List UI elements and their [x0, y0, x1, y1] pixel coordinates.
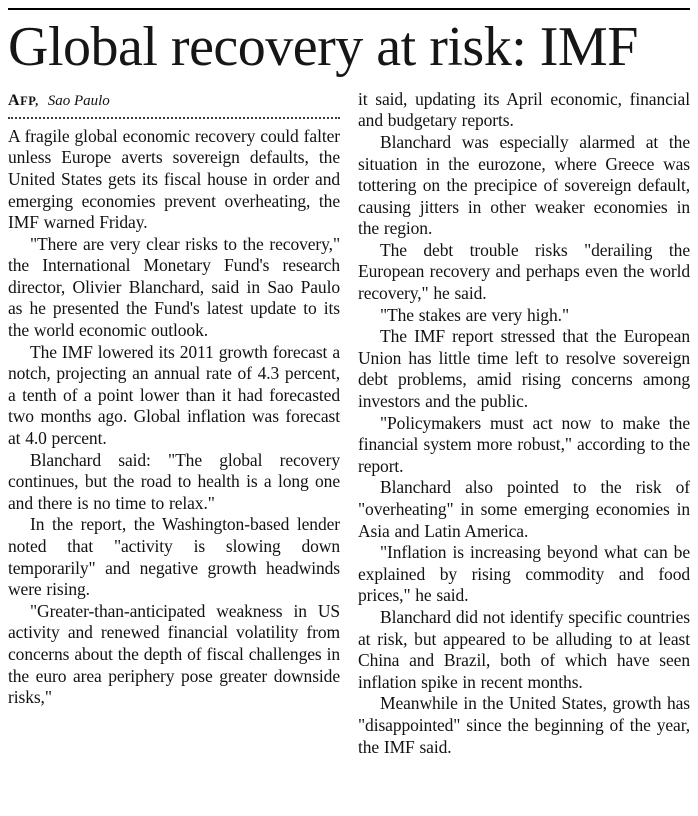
article-body [8, 89, 690, 758]
article-paragraph: The IMF lowered its 2011 growth forecast a notch, projecting an annual rate of 4.3 percent, a tenth of a point lower than it had forecasted two months ago. Global inflation was forecast at 4.0 percent. [8, 341, 340, 449]
article-paragraph: Meanwhile in the United States, growth has "disappointed" since the beginning of the year, the IMF said. [358, 693, 690, 757]
byline [8, 91, 340, 111]
byline-agency: AFP, [8, 91, 39, 109]
article-paragraph: "There are very clear risks to the recovery," the International Monetary Fund's research director, Olivier Blanchard, said in Sao Paulo as he presented the Fund's latest update to its the world economic outlook. [8, 233, 340, 341]
right-column-paragraphs [358, 89, 690, 758]
article-paragraph: A fragile global economic recovery could falter unless Europe averts sovereign defaults, the United States gets its fiscal house in order and emerging economies prevent overheating, the IMF warned Friday. [8, 125, 340, 233]
byline-dotted-rule [8, 111, 340, 119]
article-paragraph: it said, updating its April economic, financial and budgetary reports. [358, 88, 690, 131]
article-paragraph: Blanchard said: "The global recovery continues, but the road to health is a long one and there is no time to relax." [8, 449, 340, 513]
right-column [358, 89, 690, 758]
article-paragraph: The debt trouble risks "derailing the European recovery and perhaps even the world recovery," he said. [358, 239, 690, 304]
article-paragraph: "The stakes are very high." [380, 304, 570, 325]
article-paragraph: Blanchard was especially alarmed at the situation in the eurozone, where Greece was tottering on the precipice of sovereign default, causing jitters in other weaker economies in the region. [358, 131, 690, 239]
article-headline: Global recovery at risk: IMF [8, 16, 638, 78]
top-rule [8, 8, 690, 10]
article-paragraph: Blanchard also pointed to the risk of "overheating" in some emerging economies in Asia and Latin America. [358, 477, 690, 541]
byline-location: Sao Paulo [47, 92, 110, 109]
article-paragraph: In the report, the Washington-based lender noted that "activity is slowing down temporarily" and negative growth headwinds were rising. [8, 514, 340, 600]
left-column-paragraphs [8, 126, 340, 709]
left-column [8, 89, 340, 709]
article-paragraph: Blanchard did not identify specific countries at risk, but appeared to be alluding to at least China and Brazil, both of which have seen inflation spike in recent months. [358, 606, 690, 692]
article-paragraph: The IMF report stressed that the European Union has little time left to resolve sovereign debt problems, amid rising concerns among investors and the public. [358, 326, 690, 412]
article-paragraph: "Policymakers must act now to make the financial system more robust," according to the report. [358, 412, 690, 476]
article-paragraph: "Inflation is increasing beyond what can be explained by rising commodity and food prices," he said. [358, 542, 690, 606]
article-paragraph: "Greater-than-anticipated weakness in US activity and renewed financial volatility from concerns about the depth of fiscal challenges in the euro area periphery pose greater downside risks," [8, 600, 340, 708]
